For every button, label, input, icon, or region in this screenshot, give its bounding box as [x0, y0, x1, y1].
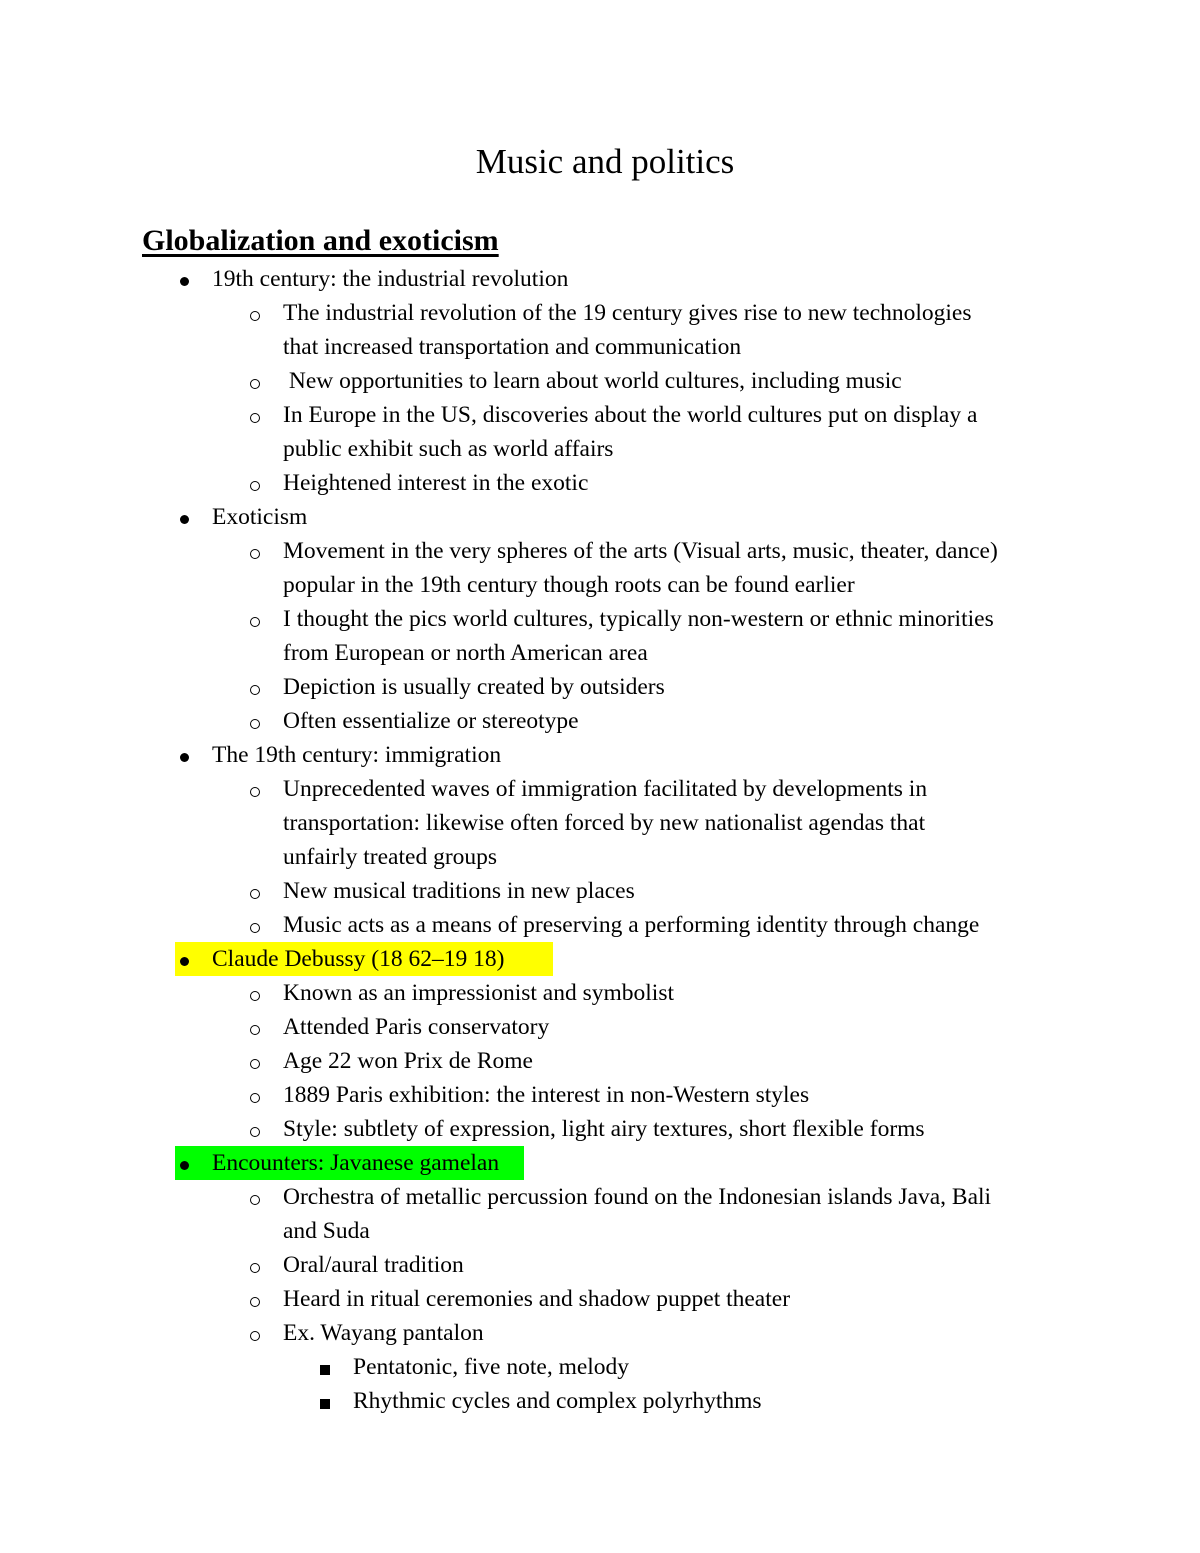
filled-bullet-icon: [180, 738, 190, 772]
list-item: [0, 1248, 1200, 1282]
hollow-bullet-icon: [250, 466, 262, 500]
list-item: [0, 398, 1200, 432]
list-item-text: Pentatonic, five note, melody: [353, 1354, 630, 1380]
list-item-text: 19th century: the industrial revolution: [212, 266, 569, 292]
list-item-text: Known as an impressionist and symbolist: [283, 980, 674, 1006]
list-item-text: and Suda: [283, 1218, 370, 1244]
list-item-continuation: [0, 806, 1200, 840]
list-item-text: Attended Paris conservatory: [283, 1014, 550, 1040]
list-item-text: from European or north American area: [283, 640, 648, 666]
page-title: Music and politics: [475, 142, 735, 181]
list-item-text: Age 22 won Prix de Rome: [283, 1048, 533, 1074]
hollow-bullet-icon: [250, 976, 262, 1010]
list-item: [0, 976, 1200, 1010]
list-item-text: The industrial revolution of the 19 century gives rise to new technologies: [283, 300, 972, 326]
list-item: [0, 296, 1200, 330]
list-item-text: Heightened interest in the exotic: [283, 470, 589, 496]
hollow-bullet-icon: [250, 1316, 262, 1350]
list-item-text: Exoticism: [212, 504, 308, 530]
hollow-bullet-icon: [250, 1078, 262, 1112]
list-item-text: Movement in the very spheres of the arts (Visual arts, music, theater, dance): [283, 538, 998, 564]
hollow-bullet-icon: [250, 874, 262, 908]
filled-bullet-icon: [180, 262, 190, 296]
list-item-text: New musical traditions in new places: [283, 878, 635, 904]
list-item: [0, 1384, 1200, 1418]
hollow-bullet-icon: [250, 670, 262, 704]
hollow-bullet-icon: [250, 1044, 262, 1078]
list-item: [0, 874, 1200, 908]
hollow-bullet-icon: [250, 398, 262, 432]
list-item-continuation: [0, 1214, 1200, 1248]
list-item-text: popular in the 19th century though roots can be found earlier: [283, 572, 855, 598]
list-item-text: Ex. Wayang pantalon: [283, 1320, 484, 1346]
list-item: [0, 772, 1200, 806]
hollow-bullet-icon: [250, 1282, 262, 1316]
hollow-bullet-icon: [250, 1248, 262, 1282]
list-item-text: I thought the pics world cultures, typically non-western or ethnic minorities: [283, 606, 994, 632]
section-heading: Globalization and exoticism: [142, 224, 499, 257]
list-item-text: Music acts as a means of preserving a performing identity through change: [283, 912, 980, 938]
list-item-text: The 19th century: immigration: [212, 742, 502, 768]
list-item-continuation: [0, 568, 1200, 602]
square-bullet-icon: [320, 1384, 332, 1418]
list-item: [0, 1078, 1200, 1112]
list-item: [0, 466, 1200, 500]
list-item-continuation: [0, 636, 1200, 670]
list-item-text: Heard in ritual ceremonies and shadow puppet theater: [283, 1286, 791, 1312]
list-item: [0, 1010, 1200, 1044]
list-item: [0, 500, 1200, 534]
list-item: [0, 704, 1200, 738]
list-item: [0, 1350, 1200, 1384]
list-item-text: In Europe in the US, discoveries about the world cultures put on display a: [283, 402, 978, 428]
list-item: [0, 262, 1200, 296]
hollow-bullet-icon: [250, 364, 262, 398]
list-item: [0, 908, 1200, 942]
list-item: [0, 364, 1200, 398]
list-item-continuation: [0, 432, 1200, 466]
list-item: [0, 670, 1200, 704]
hollow-bullet-icon: [250, 1112, 262, 1146]
list-item: [0, 534, 1200, 568]
list-item: [0, 1112, 1200, 1146]
list-item-continuation: [0, 330, 1200, 364]
hollow-bullet-icon: [250, 704, 262, 738]
list-item-text: New opportunities to learn about world cultures, including music: [283, 368, 902, 394]
list-item-text: Claude Debussy (18 62–19 18): [212, 946, 505, 972]
list-item: [0, 1282, 1200, 1316]
list-item-text: that increased transportation and communication: [283, 334, 742, 360]
filled-bullet-icon: [180, 942, 190, 976]
bullet-outline: [0, 262, 1200, 1418]
list-item-text: Rhythmic cycles and complex polyrhythms: [353, 1388, 762, 1414]
list-item: [0, 602, 1200, 636]
list-item: [0, 1316, 1200, 1350]
list-item-text: 1889 Paris exhibition: the interest in non-Western styles: [283, 1082, 810, 1108]
hollow-bullet-icon: [250, 602, 262, 636]
square-bullet-icon: [320, 1350, 332, 1384]
list-item-continuation: [0, 840, 1200, 874]
list-item-text: public exhibit such as world affairs: [283, 436, 614, 462]
hollow-bullet-icon: [250, 908, 262, 942]
list-item-text: unfairly treated groups: [283, 844, 498, 870]
hollow-bullet-icon: [250, 534, 262, 568]
list-item-text: Unprecedented waves of immigration facilitated by developments in: [283, 776, 928, 802]
list-item: [0, 1146, 1200, 1180]
hollow-bullet-icon: [250, 296, 262, 330]
hollow-bullet-icon: [250, 1180, 262, 1214]
hollow-bullet-icon: [250, 1010, 262, 1044]
list-item-text: Often essentialize or stereotype: [283, 708, 579, 734]
list-item: [0, 738, 1200, 772]
list-item-text: Depiction is usually created by outsiders: [283, 674, 665, 700]
filled-bullet-icon: [180, 1146, 190, 1180]
list-item-text: Style: subtlety of expression, light airy textures, short flexible forms: [283, 1116, 925, 1142]
list-item-text: Oral/aural tradition: [283, 1252, 464, 1278]
list-item-text: Orchestra of metallic percussion found on the Indonesian islands Java, Bali: [283, 1184, 992, 1210]
list-item: [0, 942, 1200, 976]
hollow-bullet-icon: [250, 772, 262, 806]
filled-bullet-icon: [180, 500, 190, 534]
list-item-text: Encounters: Javanese gamelan: [212, 1150, 500, 1176]
list-item-text: transportation: likewise often forced by new nationalist agendas that: [283, 810, 926, 836]
list-item: [0, 1180, 1200, 1214]
list-item: [0, 1044, 1200, 1078]
